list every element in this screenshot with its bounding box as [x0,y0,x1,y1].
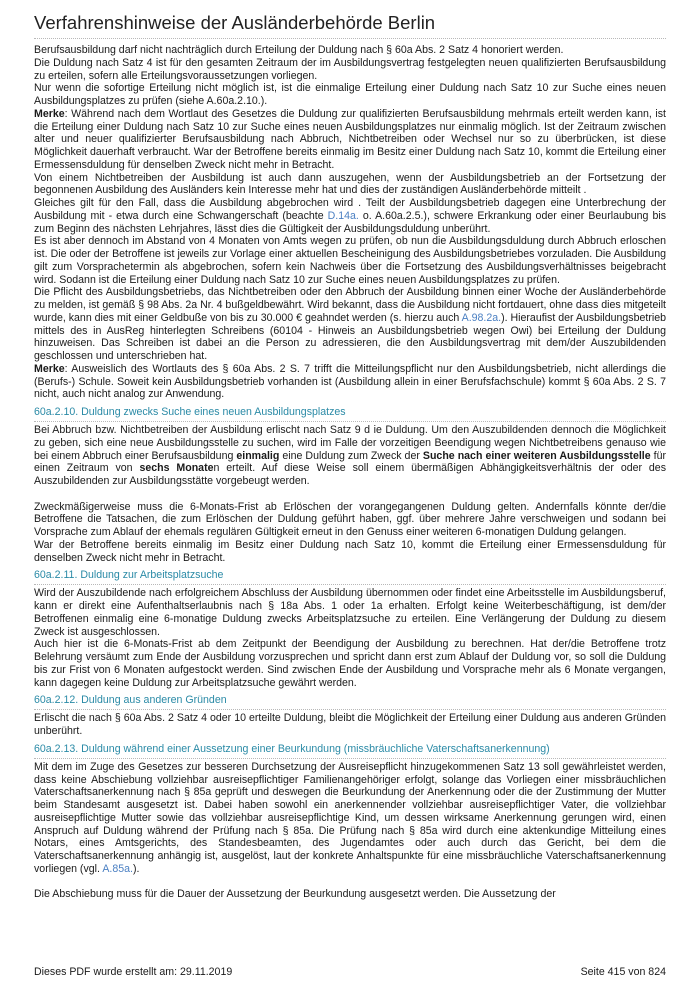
paragraph [34,712,666,738]
cross-reference-link[interactable]: A.98.2a. [461,311,502,324]
paragraph [34,57,666,83]
page-footer [34,966,666,979]
paragraph [34,44,666,57]
section-heading: 60a.2.13. Duldung während einer Aussetzung einer Beurkundung (missbräuchliche Vaterschaftsanerkennung) [34,743,666,759]
paragraph [34,286,666,363]
text-run: Wird der Auszubildende nach erfolgreichem Abschluss der Ausbildung übernommen oder findet eine Arbeitsstelle im Ausbildungsberuf, kann er direkt eine Aufenthaltserlaubnis nach § 18a Abs. 1 oder 1a erhalten. Erfolgt keine Weiterbeschäftigung, ist dem/der Betroffenen einmalig eine 6-monatige Duldung zwecks Arbeitsplatzsuche zu erteilen. Eine Verlängerung der Duldung zu diesem Zweck ist ausgeschlossen. [34,587,666,638]
cross-reference-link[interactable]: D.14a. [327,209,359,222]
paragraph [34,587,666,638]
text-run: : Ausweislich des Wortlauts des § 60a Abs. 2 S. 7 trifft die Mitteilungspflicht nur den Ausbildungsbetrieb, nicht allerdings die (Berufs-) Schule. Soweit kein Ausbildungsbetrieb vorhanden ist (Ausbildung allein in einer Berufsfachschule) kommt § 60a Abs. 2 S. 7 nicht, auch nicht analog zur Anwendung. [34,362,666,401]
text-run: Zweckmäßigerweise muss die 6-Monats-Frist ab Erlöschen der vorangegangenen Duldung gelten. Andernfalls könnte der/die Betroffene die Tatsachen, die zum Erlöschen der Duldung geführt haben, ggf. über mehrere Jahre verschweigen und sodann bei Vorsprache zum Ablauf der ehemals regulären Gültigkeit erneut in den Genuss einer weiteren 6-monatigen Duldung gelangen. [34,500,666,538]
text-run: Es ist aber dennoch im Abstand von 4 Monaten von Amts wegen zu prüfen, ob nun die Ausbildungsduldung durch Abbruch erloschen ist. Die oder der Betroffene ist jeweils zur Vorlage einer aktuellen Bescheinigung des Ausbildungsbetriebes vorzuladen. Die Ausbildung gilt zum Vorsprachetermin als abgebrochen, sofern kein Nachweis über die Fortsetzung des Ausbildungsverhältnisses beigebracht wird. Sodann ist die Erteilung einer Duldung nach Satz 10 zur Suche eines neuen Ausbildungsplatzes zu prüfen. [34,235,666,286]
section-heading: 60a.2.12. Duldung aus anderen Gründen [34,694,666,710]
bold-text: einmalig [236,449,280,462]
creation-date-note: Dieses PDF wurde erstellt am: 29.11.2019 [34,966,233,978]
text-run: : Während nach dem Wortlaut des Gesetzes die Duldung zur qualifizierten Berufsausbildung mehrmals erteilt werden kann, ist die Erteilung einer Duldung nach Satz 10 zur Suche eines neuen Ausbildungsplatzes nur einmalig möglich. Ist der Zeitraum zwischen alter und neuer qualifizierter Berufsausbildung nach Abbruch, Nichtbetreiben oder Wechsel nur so zu überbrücken, ist diese Möglichkeit dauerhaft verbraucht. War der Betroffene bereits einmalig im Besitz einer Duldung nach Satz 10, kommt die Erteilung einer Ermessensduldung für denselben Zweck nicht mehr in Betracht. [34,107,666,171]
text-run: Gleiches gilt für den Fall, dass die Ausbildung abgebrochen wird . Teilt der Ausbildungsbetrieb dagegen eine Unterbrechung der Ausbildung mit - etwa durch eine Schwangerschaft (beachte [34,197,666,222]
document-page [34,10,666,901]
paragraph [34,172,666,198]
text-run: Die Duldung nach Satz 4 ist für den gesamten Zeitraum der im Ausbildungsvertrag festgelegten neuen qualifizierten Berufsausbildung zu erteilen, sofern alle Erteilungsvoraussetzungen vorliegen. [34,56,666,82]
text-run: Auch hier ist die 6-Monats-Frist ab dem Zeitpunkt der Beendigung der Ausbildung zu berechnen. Hat der/die Betroffene trotz Belehrung versäumt zum Ende der Ausbildung vorzusprechen und spricht dann erst zum Ablauf der Duldung vor, so soll die Duldung bis zur Frist von 6 Monaten aufgestockt werden. Sind zwischen Ende der Ausbildung und Vorsprache mehr als 6 Monate vergangen, kann dagegen keine Duldung zur Arbeitsplatzsuche gewährt werden. [34,638,666,689]
text-run: Von einem Nichtbetreiben der Ausbildung ist auch dann auszugehen, wenn der Ausbildungsbetrieb an der Fortsetzung der begonnenen Ausbildung des Ausländers kein Interesse mehr hat und dies der zuständigen Ausländerbehörde mitteilt . [34,171,666,197]
cross-reference-link[interactable]: A.85a. [102,862,133,875]
paragraph [34,888,666,901]
page-number: Seite 415 von 824 [580,966,666,978]
paragraph [34,638,666,689]
bold-text: Suche nach einer weiteren Ausbildungsstelle [422,449,651,462]
text-run: War der Betroffene bereits einmalig im Besitz einer Duldung nach Satz 10, kommt die Erteilung einer Ermessensduldung für denselben Zweck nicht mehr in Betracht. [34,538,666,564]
text-run: Die Abschiebung muss für die Dauer der Aussetzung der Beurkundung ausgesetzt werden. Die Aussetzung der [34,888,556,901]
paragraph [34,539,666,565]
text-run: Nur wenn die sofortige Erteilung nicht möglich ist, ist die einmalige Erteilung einer Duldung nach Satz 10 zur Suche eines neuen Ausbildungsplatzes zu prüfen (siehe A.60a.2.10.). [34,82,666,107]
bold-text: Merke [34,362,65,375]
paragraph [34,82,666,108]
text-run: Bei Abbruch bzw. Nichtbetreiben der Ausbildung erlischt nach Satz 9 d ie Duldung. Um den Auszubildenden dennoch die Möglichkeit zu geben, sich eine neue Ausbildungsstelle zu suchen, wird im Falle der vorzeitigen Beendigung wegen Nichtbetreibens genauso wie bei einem Abbruch einer Berufsausbildung [34,424,666,462]
text-run: eine Duldung zum Zweck der [279,449,423,462]
paragraph [34,761,666,876]
text-run: für einen Zeitraum von [34,449,667,475]
text-run: Berufsausbildung darf nicht nachträglich durch Erteilung der Duldung nach § 60a Abs. 2 Satz 4 honoriert werden. [34,44,564,56]
text-run: Mit dem im Zuge des Gesetzes zur besseren Durchsetzung der Ausreisepflicht hinzugekommenen Satz 13 soll gewährleistet werden, dass keine Abschiebung vollziehbar ausreisepflichtiger Familienangehöriger erfolgt, solange das Vorliegen einer missbräuchlichen Vaterschaftsanerkennung nach § 85a geprüft und deswegen die Beurkundung der Anerkennung oder die der Zustimmung der Mutter beim Standesamt ausgesetzt ist. Dabei haben sowohl ein anerkennender vollziehbar ausreisepflichtiger Vater, die vollziehbar ausreisepflichtige Mutter sowie das vollziehbar ausreisepflichtige Kind, um dessen wirksame Anerkennung gerungen wird, einen Anspruch auf Duldung während der Prüfung nach § 85a. Die Prüfung nach § 85a wird durch eine aktenkundige Mitteilung eines Notars, eines Amtsgerichts, des Standesbeamten, des Jugendamtes oder auch durch das Gericht, bei dem die Vaterschaftsanerkennung anhängig ist, ausgelöst, laut der konkrete Anhaltspunkte für eine missbräuchliche Vaterschaftsanerkennung vorliegen (vgl. [34,760,666,875]
page-title: Verfahrenshinweise der Ausländerbehörde Berlin [34,10,666,39]
text-run: Die Pflicht des Ausbildungsbetriebs, das Nichtbetreiben oder den Abbruch der Ausbildung binnen einer Woche der Ausländerbehörde zu melden, ist gemäß § 98 Abs. 2a Nr. 4 bußgeldbewährt. Wird bekannt, dass die Ausbildung nicht fortdauert, ohne dass dies mitgeteilt wurde, kann dies mit einer Geldbuße von bis zu 30.000 € geahndet werden (s. hierzu auch [34,286,666,324]
text-run: n erteilt. Auf diese Weise soll einem übermäßigen Abhängigkeitsverhältnis der oder des Auszubildenden zur Ausbildungsstätte vorgebeugt werden. [34,462,666,487]
bold-text: sechs Monate [139,462,214,475]
section-heading: 60a.2.10. Duldung zwecks Suche eines neuen Ausbildungsplatzes [34,406,666,422]
paragraph [34,424,666,488]
paragraph [34,197,666,235]
text-run: o. A.60a.2.5.), schwere Erkrankung oder einer Beurlaubung bis zum Beginn des nächsten Lehrjahres, lässt dies die Gültigkeit der Ausbildungsduldung unberührt. [34,209,666,235]
text-run: Erlischt die nach § 60a Abs. 2 Satz 4 oder 10 erteilte Duldung, bleibt die Möglichkeit der Erteilung einer Duldung aus anderen Gründen unberührt. [34,712,666,737]
paragraph [34,363,666,401]
bold-text: Merke [34,107,65,120]
paragraph [34,501,666,539]
document-body [34,44,666,901]
text-run: ). [132,862,140,875]
section-heading: 60a.2.11. Duldung zur Arbeitsplatzsuche [34,569,666,585]
paragraph [34,235,666,286]
paragraph [34,108,666,172]
text-run: ). Hieraufist der Ausbildungsbetrieb mittels des in AusReg hinterlegten Schreibens (60104 - Hinweis an Ausbildungsbetrieb wegen Owi) bei Erteilung der Duldung hinzuweisen. Das Schreiben ist dabei an die Person zu adressieren, die den Ausbildungsvertrag mit dem/der Auszubildenden geschlossen und unterschrieben hat. [34,311,666,362]
